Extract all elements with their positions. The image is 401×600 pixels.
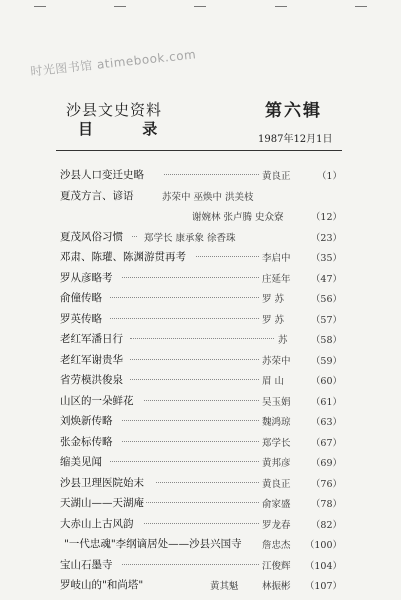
leader-dots <box>110 297 259 298</box>
leader-dots <box>132 236 137 237</box>
entry-page: （59） <box>310 355 342 367</box>
series-title: 沙县文史资料 <box>66 101 163 119</box>
toc-entry[interactable] <box>60 554 342 575</box>
entry-title: 沙县人口变迁史略 <box>60 169 144 181</box>
entry-author: 李启中 <box>262 253 291 264</box>
entry-author: 江俊辉 <box>262 560 291 572</box>
entry-page: （82） <box>310 519 342 531</box>
entry-author: 苏荣中 <box>262 355 291 367</box>
entry-author: 俞家盛 <box>262 499 291 510</box>
leader-dots <box>196 256 259 257</box>
entry-page: （58） <box>310 335 342 346</box>
entry-author: 眉 山 <box>262 376 285 387</box>
entry-coauthor: 林振彬 <box>262 581 291 592</box>
toc-entry[interactable] <box>60 226 342 247</box>
entry-title: 省劳模洪俊泉 <box>60 374 123 386</box>
entry-page: （104） <box>304 560 342 572</box>
toc-entry[interactable] <box>60 492 342 513</box>
entry-author: 吴玉娟 <box>262 396 291 408</box>
entry-author: 詹忠杰 <box>262 540 291 551</box>
watermark: 时光图书馆 atimebook.com <box>29 47 197 79</box>
entry-page: （47） <box>310 273 342 285</box>
entry-title: 大赤山上古风韵 <box>60 517 134 530</box>
entry-page: （35） <box>310 253 342 264</box>
entry-title: 老红军谢贵华 <box>60 353 123 366</box>
entry-title: 沙县卫理医院始末 <box>60 476 144 489</box>
entry-author: 苏 <box>278 335 288 346</box>
leader-dots <box>130 338 274 339</box>
toc-entry[interactable] <box>60 410 342 431</box>
top-edge-marks <box>0 6 401 7</box>
entry-page: （78） <box>310 499 342 510</box>
toc-entry[interactable] <box>60 574 342 595</box>
leader-dots <box>122 420 259 421</box>
entry-page: （69） <box>310 458 342 469</box>
toc-entry[interactable] <box>60 431 342 452</box>
entry-page: （23） <box>310 232 342 244</box>
entry-title: 夏茂方言、谚语 <box>60 189 134 202</box>
entry-title: 罗岐山的"和尚塔" <box>60 579 144 591</box>
toc-entry[interactable] <box>60 164 342 185</box>
entry-author: 黄良正 <box>262 171 291 182</box>
entry-title: 宝山石墨寺 <box>60 558 113 571</box>
entry-author: 黄良正 <box>262 478 291 490</box>
toc-entry[interactable] <box>60 533 342 554</box>
entry-title: 邓肃、陈瓘、陈渊游贯再考 <box>60 251 186 263</box>
toc-entry[interactable] <box>60 267 342 288</box>
entry-title: 缩美见闻 <box>60 456 102 468</box>
toc-entry[interactable] <box>60 451 342 472</box>
entry-page: （67） <box>310 437 342 449</box>
toc-entry[interactable] <box>60 205 342 226</box>
leader-dots <box>122 441 259 442</box>
entry-page: （56） <box>310 294 342 305</box>
entry-title: 刘焕新传略 <box>60 415 113 427</box>
publication-date: 1987年12月1日 <box>258 134 333 145</box>
toc-entry[interactable] <box>60 390 342 411</box>
toc-entry[interactable] <box>60 185 342 206</box>
toc-entry[interactable] <box>60 349 342 370</box>
leader-dots <box>130 359 259 360</box>
entry-title: 罗从彦略考 <box>60 271 113 284</box>
entry-title: 老红军潘日行 <box>60 333 123 345</box>
entry-page: （60） <box>310 376 342 387</box>
leader-dots <box>146 502 259 503</box>
toc-title: 目 录 <box>78 120 180 138</box>
entry-author: 黄其魁 <box>210 581 239 592</box>
toc-entry[interactable] <box>60 308 342 329</box>
leader-dots <box>164 174 259 175</box>
entry-title: 俞僮传略 <box>60 292 102 304</box>
leader-dots <box>144 523 259 524</box>
toc-entry[interactable] <box>60 328 342 349</box>
entry-author: 苏荣中 巫焕中 洪美枝 <box>162 191 254 203</box>
entry-title: "一代忠魂"李纲谪居处——沙县兴国寺 <box>64 538 242 550</box>
leader-dots <box>122 277 259 278</box>
entry-author: 黄邦彦 <box>262 458 291 469</box>
header-rule <box>56 150 342 151</box>
entry-author: 魏鸿琼 <box>262 417 291 428</box>
entry-page: （100） <box>304 540 342 551</box>
toc-entry[interactable] <box>60 513 342 534</box>
leader-dots <box>130 379 259 380</box>
entry-author: 罗 苏 <box>262 314 285 326</box>
entry-author: 郑学长 <box>262 437 291 449</box>
entry-author: 郑学长 康承象 徐香珠 <box>144 232 236 244</box>
toc-entry[interactable] <box>60 246 342 267</box>
leader-dots <box>110 318 259 319</box>
entry-author: 罗 苏 <box>262 294 285 305</box>
entry-author: 庄延年 <box>262 273 291 285</box>
leader-dots <box>110 461 259 462</box>
leader-dots <box>144 400 259 401</box>
entry-title: 夏茂风俗习惯 <box>60 230 123 243</box>
leader-dots <box>156 482 259 483</box>
entry-page: （12） <box>310 212 342 223</box>
entry-author: 谢婉林 张卢腾 史众寮 <box>192 212 284 223</box>
leader-dots <box>122 564 259 565</box>
entry-page: （76） <box>310 478 342 490</box>
entry-title: 张金标传略 <box>60 435 113 448</box>
entry-author: 罗龙春 <box>262 519 291 531</box>
entry-title: 天湖山——天湖庵 <box>60 497 144 509</box>
entry-page: （57） <box>310 314 342 326</box>
toc-entry[interactable] <box>60 472 342 493</box>
toc-entry[interactable] <box>60 369 342 390</box>
issue-number: 第六辑 <box>265 101 322 121</box>
entry-page: （63） <box>310 417 342 428</box>
entry-page: （1） <box>316 171 342 182</box>
table-of-contents <box>60 164 342 595</box>
entry-title: 山区的一朵鲜花 <box>60 394 134 407</box>
entry-title: 罗英传略 <box>60 312 102 325</box>
toc-entry[interactable] <box>60 287 342 308</box>
entry-page: （107） <box>304 581 342 592</box>
entry-page: （61） <box>310 396 342 408</box>
